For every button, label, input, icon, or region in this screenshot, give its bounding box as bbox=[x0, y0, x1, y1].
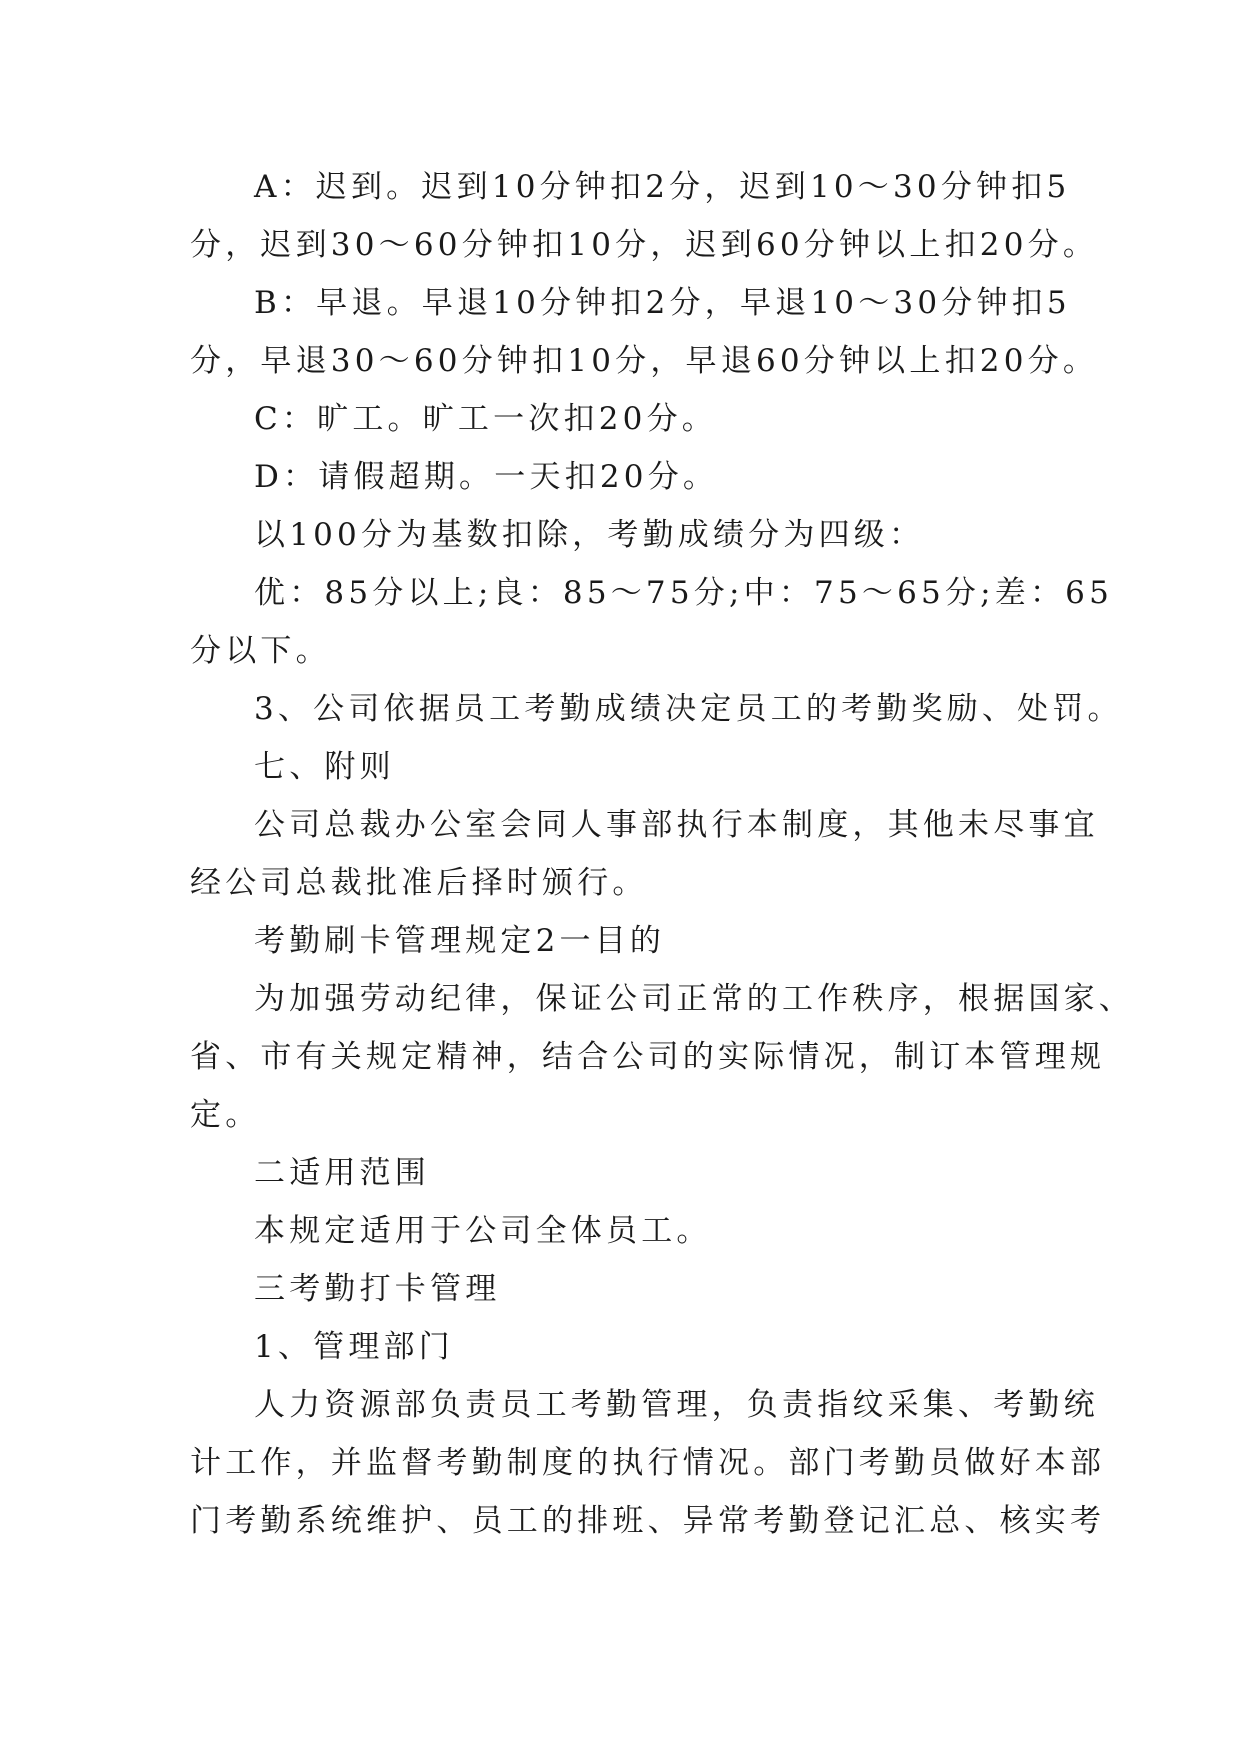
text-line: 考勤刷卡管理规定2一目的 bbox=[254, 923, 666, 959]
text-line: 优：85分以上;良：85～75分;中：75～65分;差：65 bbox=[254, 575, 1114, 611]
text-line: C：旷工。旷工一次扣20分。 bbox=[254, 401, 717, 437]
text-line: 计工作，并监督考勤制度的执行情况。部门考勤员做好本部 bbox=[190, 1445, 1106, 1481]
text-line: B：早退。早退10分钟扣2分，早退10～30分钟扣5 bbox=[254, 285, 1071, 321]
text-line: 经公司总裁批准后择时颁行。 bbox=[190, 865, 648, 901]
text-line: 定。 bbox=[190, 1097, 261, 1133]
text-line: 公司总裁办公室会同人事部执行本制度，其他未尽事宜 bbox=[254, 807, 1099, 843]
text-line: A：迟到。迟到10分钟扣2分，迟到10～30分钟扣5 bbox=[254, 169, 1071, 205]
text-line: 分，迟到30～60分钟扣10分，迟到60分钟以上扣20分。 bbox=[190, 227, 1099, 263]
text-line: 二适用范围 bbox=[254, 1155, 430, 1191]
text-line: 为加强劳动纪律，保证公司正常的工作秩序，根据国家、 bbox=[254, 981, 1134, 1017]
text-line: 3、公司依据员工考勤成绩决定员工的考勤奖励、处罚。 bbox=[254, 691, 1123, 727]
text-line: 本规定适用于公司全体员工。 bbox=[254, 1213, 712, 1249]
text-line: 以100分为基数扣除，考勤成绩分为四级： bbox=[254, 517, 925, 553]
text-line: D：请假超期。一天扣20分。 bbox=[254, 459, 719, 495]
text-line: 分，早退30～60分钟扣10分，早退60分钟以上扣20分。 bbox=[190, 343, 1099, 379]
text-line: 七、附则 bbox=[254, 749, 395, 785]
document-body bbox=[190, 158, 1134, 1550]
text-line: 人力资源部负责员工考勤管理，负责指纹采集、考勤统 bbox=[254, 1387, 1099, 1423]
text-line: 门考勤系统维护、员工的排班、异常考勤登记汇总、核实考 bbox=[190, 1503, 1106, 1539]
text-line: 分以下。 bbox=[190, 633, 331, 669]
text-line: 1、管理部门 bbox=[254, 1329, 454, 1365]
text-line: 三考勤打卡管理 bbox=[254, 1271, 501, 1307]
text-line: 省、市有关规定精神，结合公司的实际情况，制订本管理规 bbox=[190, 1039, 1106, 1075]
